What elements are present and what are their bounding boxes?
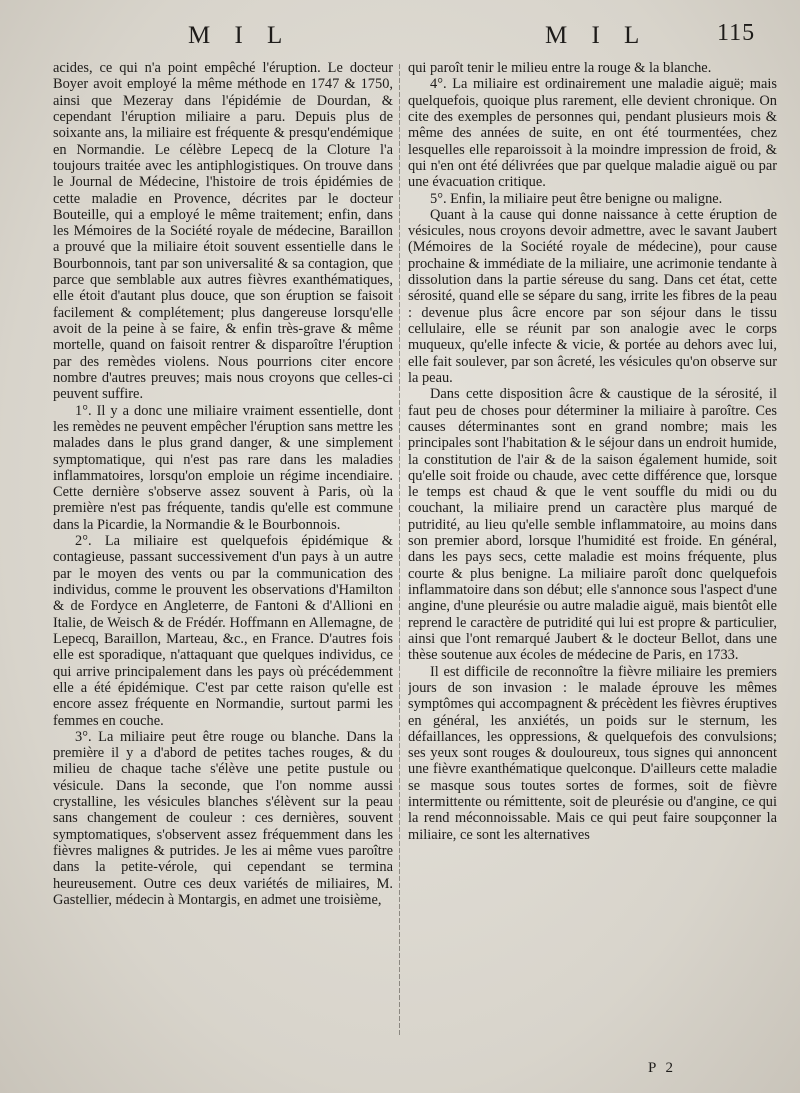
- right-text-column: [408, 60, 777, 1057]
- paragraph: 2°. La miliaire est quelquefois épidémique & contagieuse, passant successivement d'un pays à un autre par le moyen des vents ou par la communication des individus, comme le prouvent les observations d'Hamilton & de Fordyce en Angleterre, de Fantoni & d'Allioni en Italie, de Weisch & de Frédér. Hoffmann en Allemagne, de Lepecq, Baraillon, Marteau, &c., en France. D'autres fois elle est sporadique, n'attaquant que quelques individus, ce qui arrive principalement dans les pays où précédemment elle a été épidémique. C'est par cette raison qu'elle est encore assez fréquente en Normandie, surtout parmi les femmes en couche.: [53, 533, 393, 729]
- paragraph: Dans cette disposition âcre & caustique de la sérosité, il faut peu de choses pour déterminer la miliaire à paroître. Ces causes déterminantes sont en grand nombre; mais les principales sont l'habitation & le séjour dans un endroit humide, la constitution de l'air & de la saison également humide, soit qu'elle soit froide ou chaude, avec cette différence que, lorsque le temps est chaud & que le vent souffle du midi ou du couchant, la miliaire prend un caractère plus marqué de putridité, au lieu qu'elle semble inflammatoire, au moins dans son premier abord, lorsque l'humidité est froide. En général, dans les pays secs, cette maladie est moins fréquente, plus courte & plus benigne. La miliaire paroît donc quelquefois inflammatoire dans son début; elle s'annonce sous l'aspect d'une angine, d'une pleurésie ou autre maladie aiguë, mais bientôt elle reprend le caractère de putridité qui lui est propre & particulier, ainsi que l'ont remarqué Jaubert & le docteur Bellot, dans une thèse soutenue aux écoles de médecine de Paris, en 1733.: [408, 386, 777, 664]
- paragraph: qui paroît tenir le milieu entre la rouge & la blanche.: [408, 60, 712, 76]
- page-header: [0, 18, 800, 52]
- column-divider: [399, 64, 400, 1036]
- paragraph: Il est difficile de reconnoître la fièvre miliaire les premiers jours de son invasion : le malade éprouve les mêmes symptômes qui accompagnent & précèdent les fièvres éruptives en général, les anxiétés, un poids sur le sternum, les défaillances, les oppressions, & quelquefois des convulsions; ses yeux sont rouges & douloureux, tous signes qui annoncent une fièvre exanthématique quelconque. D'ailleurs cette maladie se masque sous toutes sortes de formes, soit de fièvre intermittente ou rémittente, soit de pleurésie ou d'angine, ce qui la rend méconnoissable. Mais ce qui peut faire soupçonner la miliaire, ce sont les alternatives: [408, 663, 777, 843]
- signature-mark: P 2: [648, 1060, 677, 1076]
- running-head-left: M I L: [188, 22, 292, 49]
- left-text-column: [53, 60, 393, 1057]
- page-number: 115: [717, 20, 756, 46]
- paragraph: 1°. Il y a donc une miliaire vraiment essentielle, dont les remèdes ne peuvent empêcher l'éruption sans mettre les malades dans le plus grand danger, & une simplement symptomatique, qui n'est pas rare dans les maladies inflammatoires, lorsqu'on emploie un régime incendiaire. Cette dernière s'observe assez souvent à Paris, où la première n'est pas fréquente, tandis qu'elle est commune dans la Picardie, la Normandie & le Bourbonnois.: [53, 402, 393, 533]
- paragraph: 4°. La miliaire est ordinairement une maladie aiguë; mais quelquefois, quoique plus rarement, elle devient chronique. On cite des exemples de personnes qui, pendant plusieurs mois & même des années de suite, en ont été tourmentées, chez lesquelles elle reparoissoit à la moindre impression de froid, & qui n'en ont été délivrées que par quelque maladie aiguë ou par une évacuation critique.: [408, 76, 777, 191]
- paragraph: acides, ce qui n'a point empêché l'éruption. Le docteur Boyer avoit employé la même méthode en 1747 & 1750, ainsi que Mezeray dans l'épidémie de Dourdan, & cependant l'éruption miliaire a paru. Depuis plus de soixante ans, la miliaire est fréquente & presqu'endémique en Normandie. Le célèbre Lepecq de la Cloture l'a toujours traitée avec les antiphlogistiques. On trouve dans le Journal de Médecine, l'histoire de trois épidémies de cette maladie en Provence, décrites par le docteur Bouteille, qui a employé le même traitement; enfin, dans les Mémoires de la Société royale de médecine, Baraillon a prouvé que la miliaire étoit souvent essentielle dans le Bourbonnois, tant par son universalité & sa contagion, que parce que semblable aux autres fièvres exanthématiques, elle étoit d'autant plus douce, que son éruption se faisoit facilement & complétement; plus dangereuse lorsqu'elle avoit de la peine à se faire, & enfin très-grave & même mortelle, quand on faisoit rentrer & disparoître l'éruption par des remèdes violens. Nous pourrions citer encore nombre d'autres preuves; mais nous croyons que celles-ci peuvent suffire.: [53, 60, 393, 403]
- running-head-right: M I L: [545, 22, 649, 49]
- paragraph: Quant à la cause qui donne naissance à cette éruption de vésicules, nous croyons devoir admettre, avec le savant Jaubert (Mémoires de la Société royale de médecine), pour cause prochaine & immédiate de la miliaire, une acrimonie tendante à dissolution dans la partie séreuse du sang. Dans cet état, cette sérosité, quand elle se sépare du sang, irrite les fibres de la peau : devenue plus âcre encore par son séjour dans le tissu cellulaire, elle se réunit par son analogie avec le corps muqueux, qu'elle infecte & vicie, & portée au dehors avec lui, elle fait soulever, par son âcreté, les vésicules qu'on observe sur la peau.: [408, 206, 777, 386]
- paragraph: 5°. Enfin, la miliaire peut être benigne ou maligne.: [430, 190, 723, 207]
- paragraph: 3°. La miliaire peut être rouge ou blanche. Dans la première il y a d'abord de petites taches rouges, & du milieu de chaque tache s'élève une petite pustule ou vésicule. Dans la seconde, que l'on nomme aussi crystalline, les vésicules blanches s'élèvent sur la peau sans changement de couleur : ces dernières, souvent symptomatiques, s'observent assez fréquemment dans les fièvres malignes & putrides. Je les ai même vues paroître dans la petite-vérole, qui cependant se termina heureusement. Outre ces deux variétés de miliaires, M. Gastellier, médecin à Montargis, en admet une troisième,: [53, 728, 393, 908]
